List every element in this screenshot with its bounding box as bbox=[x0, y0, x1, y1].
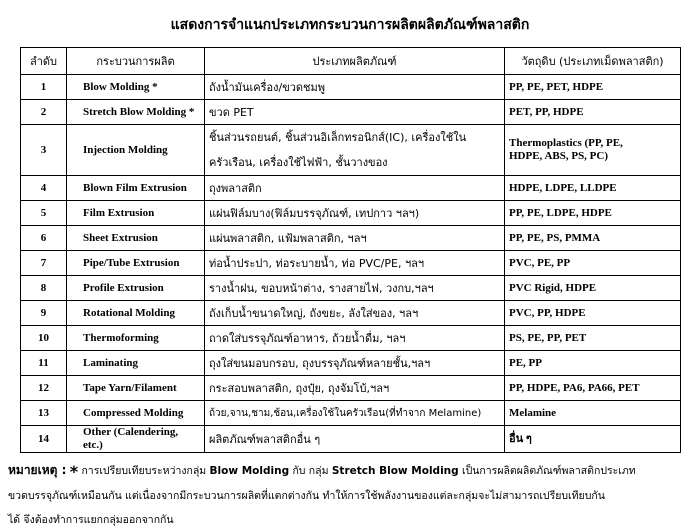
footnote-line-3: ได้ จึงต้องทำการแยกกลุ่มออกจากกัน bbox=[8, 514, 174, 526]
row-number: 4 bbox=[21, 176, 67, 201]
row-number: 3 bbox=[21, 125, 67, 176]
material-line: PS, PE, PP, PET bbox=[509, 331, 587, 344]
product-line: ถ้วย,จาน,ชาม,ช้อน,เครื่องใช้ในครัวเรือน(ที่ทำจาก Melamine) bbox=[209, 407, 482, 419]
raw-materials bbox=[505, 376, 681, 401]
raw-materials bbox=[505, 75, 681, 100]
product-line: ผลิตภัณฑ์พลาสติกอื่น ๆ bbox=[209, 432, 321, 446]
product-line: กระสอบพลาสติก, ถุงปุ๋ย, ถุงจัมโบ้,ฯลฯ bbox=[209, 381, 390, 395]
product-types bbox=[205, 251, 505, 276]
material-line: HDPE, LDPE, LLDPE bbox=[509, 181, 617, 194]
raw-materials bbox=[505, 276, 681, 301]
product-types bbox=[205, 326, 505, 351]
footnote-star: * bbox=[69, 462, 79, 481]
table-row bbox=[21, 75, 681, 100]
footnote-text: การเปรียบเทียบระหว่างกลุ่ม bbox=[81, 465, 207, 477]
row-number: 13 bbox=[21, 401, 67, 426]
product-line: แผ่นฟิล์มบาง(ฟิล์มบรรจุภัณฑ์, เทปกาว ฯลฯ) bbox=[209, 206, 420, 220]
row-number: 9 bbox=[21, 301, 67, 326]
product-line: ถุงใส่ขนมอบกรอบ, ถุงบรรจุภัณฑ์หลายชั้น,ฯลฯ bbox=[209, 356, 431, 370]
table-row bbox=[21, 351, 681, 376]
material-line: PVC, PE, PP bbox=[509, 256, 571, 269]
row-number: 2 bbox=[21, 100, 67, 125]
row-number: 5 bbox=[21, 201, 67, 226]
header-no: ลำดับ bbox=[21, 48, 67, 75]
header-products: ประเภทผลิตภัณฑ์ bbox=[205, 48, 505, 75]
product-types bbox=[205, 75, 505, 100]
row-number: 1 bbox=[21, 75, 67, 100]
material-line: PP, HDPE, PA6, PA66, PET bbox=[509, 381, 640, 394]
material-line: PVC Rigid, HDPE bbox=[509, 281, 597, 294]
raw-materials bbox=[505, 201, 681, 226]
product-line: ถุงพลาสติก bbox=[209, 181, 262, 195]
process-name: Sheet Extrusion bbox=[67, 226, 205, 251]
product-line: แผ่นพลาสติก, แฟ้มพลาสติก, ฯลฯ bbox=[209, 231, 367, 245]
material-line: HDPE, ABS, PS, PC) bbox=[509, 150, 609, 162]
raw-materials bbox=[505, 226, 681, 251]
raw-materials bbox=[505, 176, 681, 201]
process-name: Injection Molding bbox=[67, 125, 205, 176]
table-row bbox=[21, 426, 681, 453]
product-types bbox=[205, 226, 505, 251]
footnote-label: หมายเหตุ : bbox=[8, 463, 67, 477]
product-types bbox=[205, 351, 505, 376]
product-line: ชิ้นส่วนรถยนต์, ชิ้นส่วนอิเล็กทรอนิกส์(IC), เครื่องใช้ใน bbox=[209, 131, 467, 144]
table-row bbox=[21, 401, 681, 426]
raw-materials bbox=[505, 301, 681, 326]
table-row bbox=[21, 251, 681, 276]
material-line: PET, PP, HDPE bbox=[509, 105, 584, 118]
page-title: แสดงการจำแนกประเภทกระบวนการผลิตผลิตภัณฑ์พลาสติก bbox=[170, 17, 530, 33]
material-line: Melamine bbox=[509, 406, 557, 419]
process-name: Other (Calendering, etc.) bbox=[67, 426, 205, 453]
row-number: 7 bbox=[21, 251, 67, 276]
raw-materials bbox=[505, 401, 681, 426]
product-line: รางน้ำฝน, ขอบหน้าต่าง, รางสายไฟ, วงกบ,ฯลฯ bbox=[209, 281, 434, 295]
table-row bbox=[21, 176, 681, 201]
footnote-line-1 bbox=[8, 458, 692, 484]
table-row bbox=[21, 100, 681, 125]
process-name: Blow Molding * bbox=[67, 75, 205, 100]
product-types bbox=[205, 125, 505, 176]
raw-materials bbox=[505, 326, 681, 351]
product-line: ถังเก็บน้ำขนาดใหญ่, ถังขยะ, ลังใส่ของ, ฯลฯ bbox=[209, 306, 419, 320]
process-name: Rotational Molding bbox=[67, 301, 205, 326]
product-types bbox=[205, 100, 505, 125]
row-number: 6 bbox=[21, 226, 67, 251]
process-name: Tape Yarn/Filament bbox=[67, 376, 205, 401]
table-body bbox=[21, 75, 681, 453]
header-materials: วัตถุดิบ (ประเภทเม็ดพลาสติก) bbox=[505, 48, 681, 75]
process-name: Pipe/Tube Extrusion bbox=[67, 251, 205, 276]
material-line: PE, PP bbox=[509, 356, 542, 369]
process-name: Laminating bbox=[67, 351, 205, 376]
product-types bbox=[205, 301, 505, 326]
product-types bbox=[205, 426, 505, 453]
footnote bbox=[8, 458, 692, 532]
process-name: Compressed Molding bbox=[67, 401, 205, 426]
material-line: PP, PE, PS, PMMA bbox=[509, 231, 601, 244]
process-name: Film Extrusion bbox=[67, 201, 205, 226]
product-line: ครัวเรือน, เครื่องใช้ไฟฟ้า, ชั้นวางของ bbox=[209, 156, 388, 169]
raw-materials bbox=[505, 426, 681, 453]
process-name: Blown Film Extrusion bbox=[67, 176, 205, 201]
product-types bbox=[205, 176, 505, 201]
footnote-term: Stretch Blow Molding bbox=[331, 465, 459, 477]
process-name: Thermoforming bbox=[67, 326, 205, 351]
material-line: อื่น ๆ bbox=[509, 432, 532, 445]
table-row bbox=[21, 276, 681, 301]
table-header-row bbox=[21, 48, 681, 75]
material-line: PVC, PP, HDPE bbox=[509, 306, 586, 319]
material-line: PP, PE, PET, HDPE bbox=[509, 80, 604, 93]
raw-materials bbox=[505, 251, 681, 276]
row-number: 14 bbox=[21, 426, 67, 453]
material-line: Thermoplastics (PP, PE, bbox=[509, 137, 623, 149]
row-number: 12 bbox=[21, 376, 67, 401]
material-line: PP, PE, LDPE, HDPE bbox=[509, 206, 612, 219]
product-line: ถังน้ำมันเครื่อง/ขวดชมพู bbox=[209, 80, 326, 94]
row-number: 8 bbox=[21, 276, 67, 301]
footnote-text: กับ กลุ่ม bbox=[292, 465, 329, 477]
table-row bbox=[21, 201, 681, 226]
product-types bbox=[205, 376, 505, 401]
process-table bbox=[20, 47, 681, 453]
process-name: Profile Extrusion bbox=[67, 276, 205, 301]
raw-materials bbox=[505, 125, 681, 176]
process-name: Stretch Blow Molding * bbox=[67, 100, 205, 125]
table-row bbox=[21, 125, 681, 176]
raw-materials bbox=[505, 100, 681, 125]
table-row bbox=[21, 326, 681, 351]
product-types bbox=[205, 401, 505, 426]
footnote-line-2: ขวดบรรจุภัณฑ์เหมือนกัน แต่เนื่องจากมีกระบวนการผลิตที่แตกต่างกัน ทำให้การใช้พลังงานของแต่ละกลุ่มจะไม่สามารถเปรียบเทียบกัน bbox=[8, 490, 605, 502]
row-number: 11 bbox=[21, 351, 67, 376]
raw-materials bbox=[505, 351, 681, 376]
table-row bbox=[21, 376, 681, 401]
row-number: 10 bbox=[21, 326, 67, 351]
footnote-text: เป็นการผลิตผลิตภัณฑ์พลาสติกประเภท bbox=[462, 465, 636, 477]
header-process: กระบวนการผลิต bbox=[67, 48, 205, 75]
product-line: ท่อน้ำประปา, ท่อระบายน้ำ, ท่อ PVC/PE, ฯลฯ bbox=[209, 256, 425, 270]
product-types bbox=[205, 201, 505, 226]
product-line: ถาดใส่บรรจุภัณฑ์อาหาร, ถ้วยน้ำดื่ม, ฯลฯ bbox=[209, 331, 406, 345]
product-types bbox=[205, 276, 505, 301]
footnote-term: Blow Molding bbox=[209, 465, 290, 477]
table-row bbox=[21, 301, 681, 326]
table-row bbox=[21, 226, 681, 251]
product-line: ขวด PET bbox=[209, 105, 254, 119]
